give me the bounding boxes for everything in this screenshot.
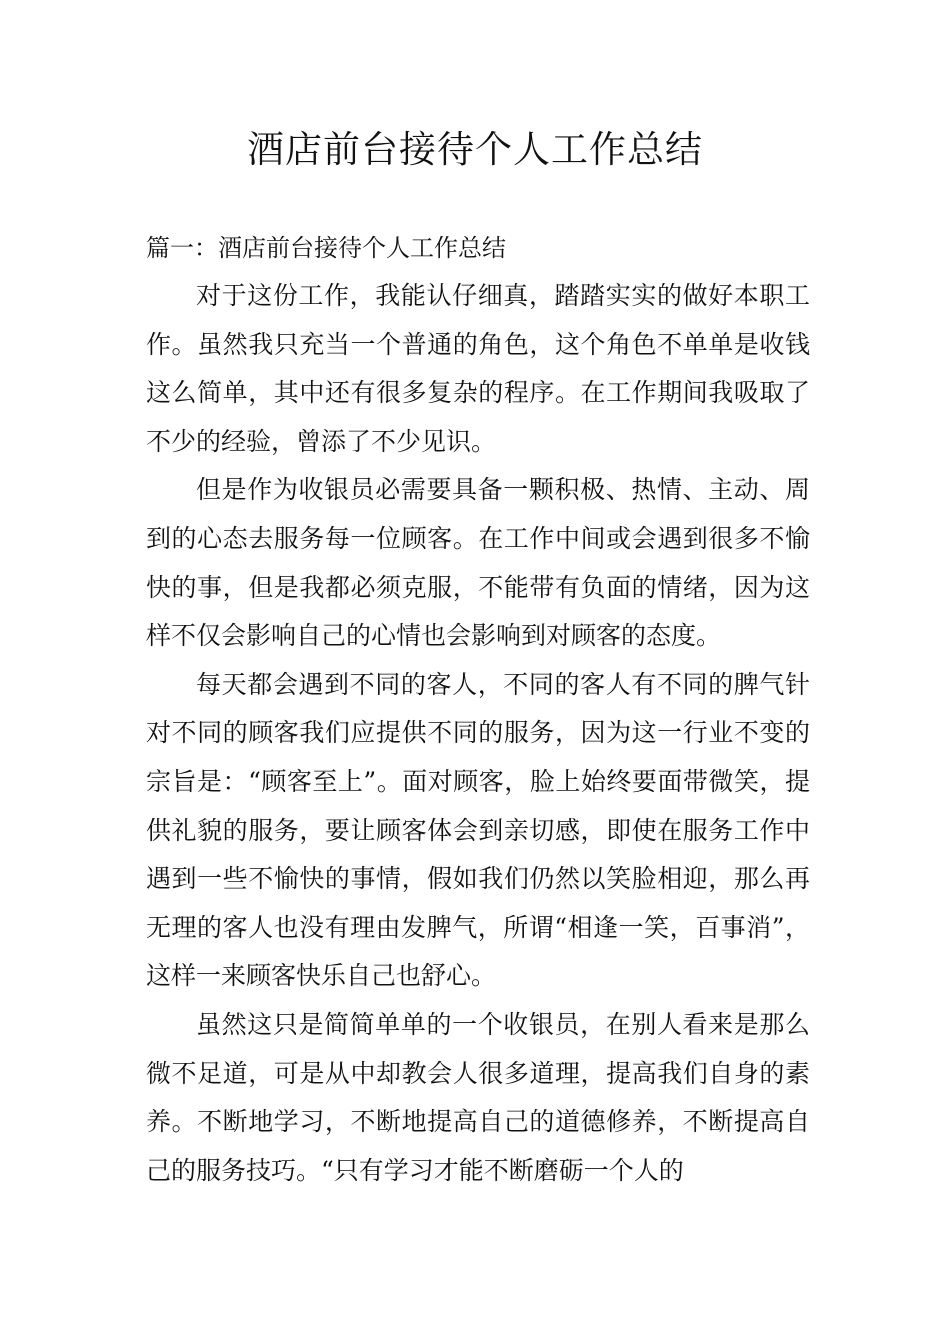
- paragraph: 每天都会遇到不同的客人，不同的客人有不同的脾气针对不同的顾客我们应提供不同的服务，因为这一行业不变的宗旨是：“顾客至上”。面对顾客，脸上始终要面带微笑，提供礼貌的服务，要让顾客体会到亲切感，即使在服务工作中遇到一些不愉快的事情，假如我们仍然以笑脸相迎，那么再无理的客人也没有理由发脾气，所谓“相逢一笑，百事消”，这样一来顾客快乐自己也舒心。: [146, 669, 810, 991]
- section-heading: 篇一：酒店前台接待个人工作总结: [146, 234, 506, 262]
- paragraph: 虽然这只是简简单单的一个收银员，在别人看来是那么微不足道，可是从中却教会人很多道理，提高我们自身的素养。不断地学习，不断地提高自己的道德修养，不断提高自己的服务技巧。“只有学习才能不断磨砺一个人的: [146, 1009, 810, 1185]
- document-body: [146, 224, 810, 1195]
- document-title: 酒店前台接待个人工作总结: [247, 128, 703, 171]
- paragraph: 对于这份工作，我能认仔细真，踏踏实实的做好本职工作。虽然我只充当一个普通的角色，这个角色不单单是收钱这么简单，其中还有很多复杂的程序。在工作期间我吸取了不少的经验，曾添了不少见识。: [146, 281, 810, 456]
- paragraph: 但是作为收银员必需要具备一颗积极、热情、主动、周到的心态去服务每一位顾客。在工作中间或会遇到很多不愉快的事，但是我都必须克服，不能带有负面的情绪，因为这样不仅会影响自己的心情也会影响到对顾客的态度。: [146, 475, 810, 651]
